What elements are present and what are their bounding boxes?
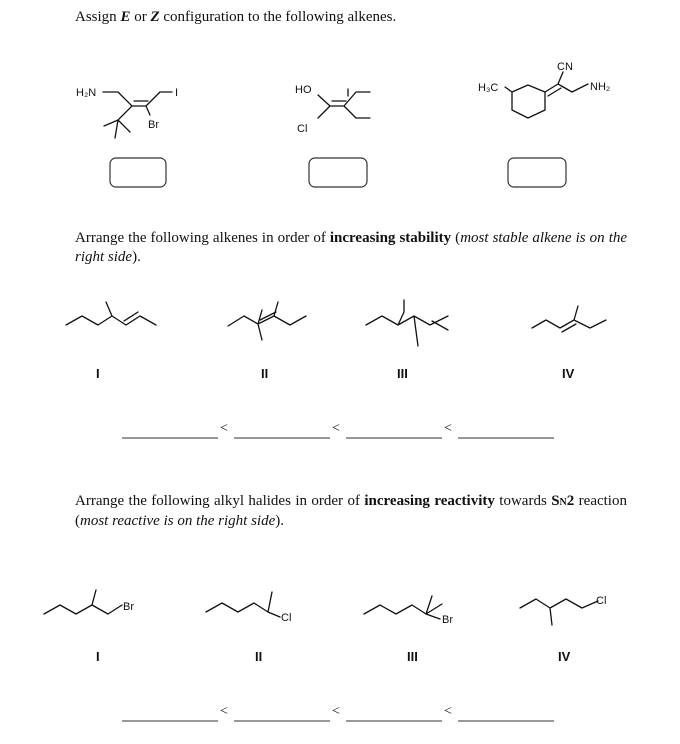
label-methyl: H₃C <box>478 82 499 94</box>
numeral-halide-iii: III <box>407 649 418 664</box>
numeral-alkene-iv: IV <box>562 366 575 381</box>
label-chloro-3: Cl <box>596 595 607 607</box>
q2-italic: most stable alkene is on the right side <box>75 230 628 265</box>
label-bromo-2: Br <box>123 601 134 613</box>
label-bromo-3: Br <box>442 614 453 626</box>
alkene-iii <box>366 300 448 346</box>
molecule-1 <box>76 87 178 138</box>
molecule-2 <box>295 84 370 135</box>
lt-6: < <box>444 704 452 719</box>
q1-post: configuration to the following alkenes. <box>159 9 397 25</box>
q2-post: ). <box>132 249 141 265</box>
numeral-alkene-i: I <box>96 366 100 381</box>
q1-z: Z <box>150 9 160 25</box>
q3-mid: towards <box>494 493 552 509</box>
q2-bold: increasing stability <box>329 230 452 246</box>
alkene-iv <box>532 306 606 332</box>
q1-pre: Assign <box>75 9 121 25</box>
q3-pre: Arrange the following alkyl halides in order of <box>75 493 365 509</box>
q3-italic: most reactive is on the right side <box>80 513 276 529</box>
lt-4: < <box>220 704 228 719</box>
lt-2: < <box>332 421 340 436</box>
numeral-halide-iv: IV <box>558 649 571 664</box>
answer-box-2[interactable] <box>309 158 367 187</box>
label-chloro-2: Cl <box>281 612 292 624</box>
q1-e: E <box>120 9 131 25</box>
halide-ii <box>206 592 291 624</box>
halide-iv <box>520 595 606 625</box>
q3-sn: S <box>551 493 560 509</box>
q2-mid: ( <box>451 230 461 246</box>
lt-1: < <box>220 421 228 436</box>
label-amino: NH₂ <box>590 81 611 93</box>
q1-or: or <box>130 9 151 25</box>
label-cyano: CN <box>557 61 573 73</box>
q3-bold: increasing reactivity <box>364 493 495 509</box>
q3-sub: N <box>559 497 567 508</box>
lt-3: < <box>444 421 452 436</box>
answer-box-1[interactable] <box>110 158 166 187</box>
lt-5: < <box>332 704 340 719</box>
alkene-ii <box>228 302 306 340</box>
q3-post2: reaction ( <box>75 493 627 529</box>
label-chloro-1: Cl <box>297 123 308 135</box>
numeral-alkene-iii: III <box>397 366 408 381</box>
label-h2n: H₂N <box>76 87 97 99</box>
q3-two: 2 <box>566 493 575 509</box>
label-bromo-1: Br <box>148 119 159 131</box>
label-hydroxy: HO <box>295 84 312 96</box>
halide-i <box>44 590 134 614</box>
label-iodo: I <box>175 87 179 99</box>
numeral-halide-i: I <box>96 649 100 664</box>
molecule-3 <box>478 61 610 118</box>
q3-post: ). <box>275 513 284 529</box>
answer-box-3[interactable] <box>508 158 566 187</box>
q2-pre: Arrange the following alkenes in order of <box>75 230 330 246</box>
alkene-i <box>66 302 156 325</box>
numeral-halide-ii: II <box>255 649 263 664</box>
numeral-alkene-ii: II <box>261 366 269 381</box>
halide-iii <box>364 596 453 626</box>
